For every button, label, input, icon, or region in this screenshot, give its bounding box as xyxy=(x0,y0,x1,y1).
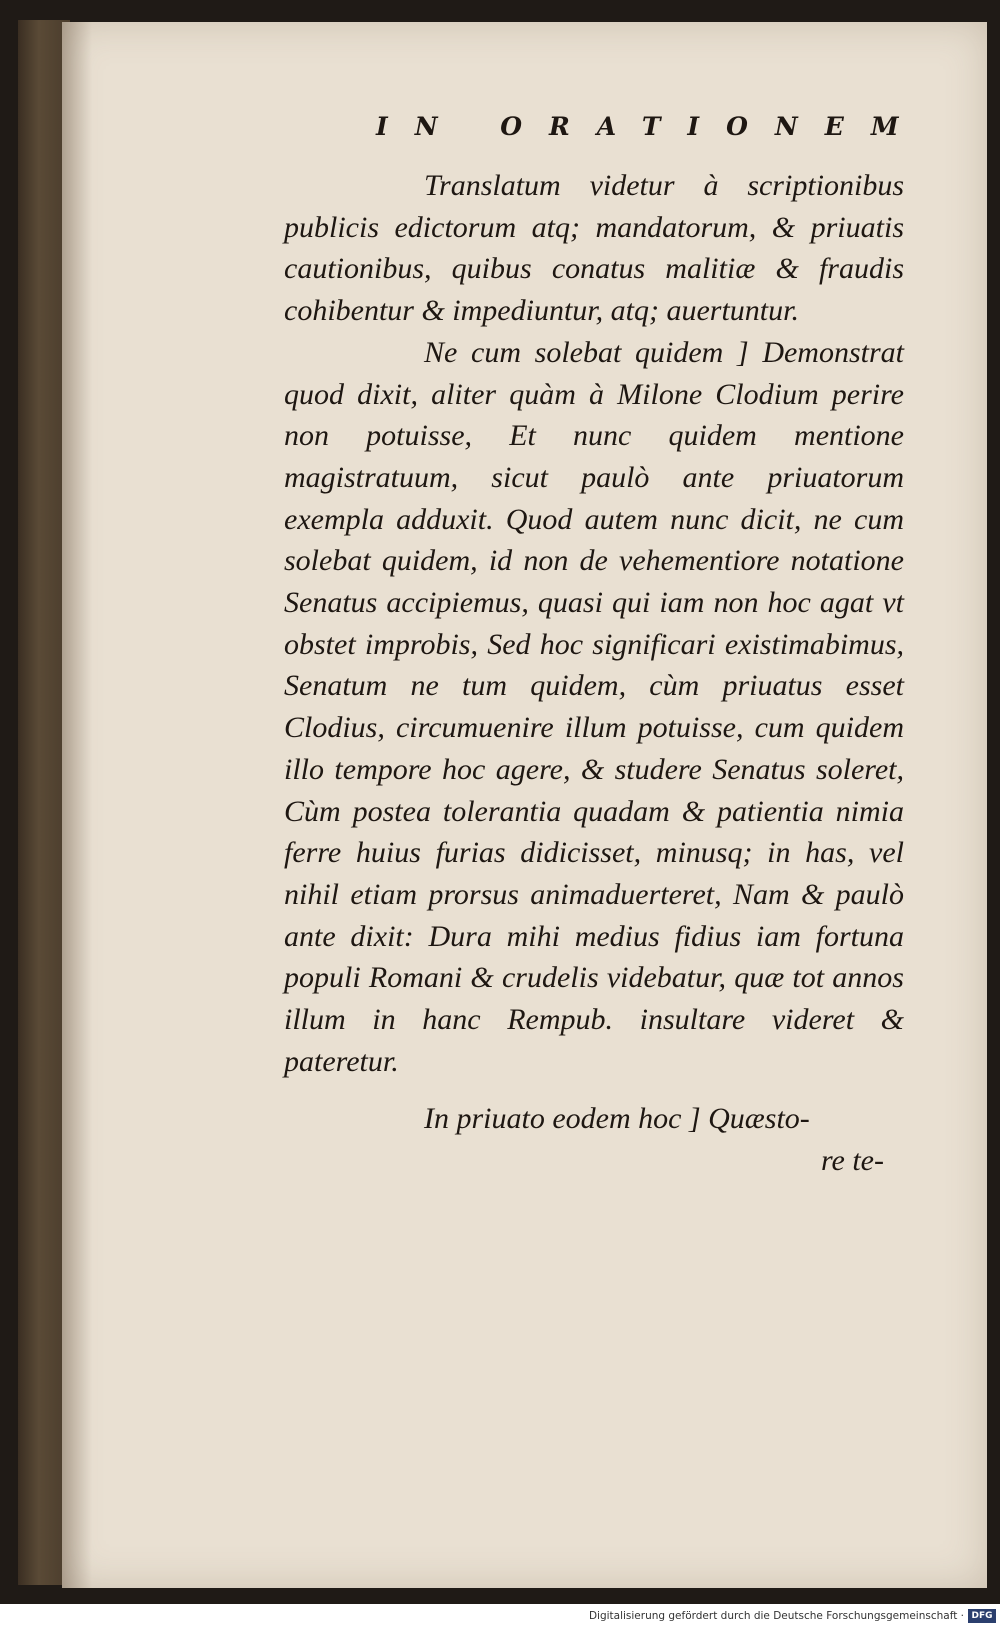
paragraph-3: In priuato eodem hoc ] Quæsto- xyxy=(424,1102,810,1136)
dfg-logo: DFG xyxy=(968,1609,996,1623)
paragraph-2: Ne cum solebat quidem ] Demonstrat quod dixit, aliter quàm à Milone Clodium perire non potuisse, Et nunc quidem mentione magistratuum, sicut paulò ante priuatorum exempla adduxit. Quod autem nunc dicit, ne cum solebat quidem, id non de vehementiore notatione Senatus accipiemus, quasi qui iam non hoc agat vt obstet improbis, Sed hoc significari existimabimus, Senatum ne tum quidem, cùm priuatus esset Clodius, circumuenire illum potuisse, cum quidem illo tempore hoc agere, & studere Senatus soleret, Cùm postea tolerantia quadam & patientia nimia ferre huius furias didicisset, minusq; in has, vel nihil etiam prorsus animaduerteret, Nam & paulò ante dixit: Dura mihi medius fidius iam fortuna populi Romani & crudelis videbatur, quæ tot annos illum in hanc Rempub. insultare videret & pateretur. xyxy=(284,335,904,1078)
catchword: re te- xyxy=(820,1144,884,1178)
page-text xyxy=(284,165,904,1182)
gutter-shadow xyxy=(62,22,92,1588)
funding-credit: Digitalisierung gefördert durch die Deutsche Forschungsgemeinschaft · xyxy=(588,1610,964,1622)
running-head: IN ORATIONEM xyxy=(376,112,926,141)
paragraph-1: Translatum videtur à scriptionibus publicis edictorum atq; mandatorum, & priuatis cautionibus, quibus conatus malitiæ & fraudis cohibentur & impediuntur, atq; auertuntur. xyxy=(284,169,904,328)
footer-bar xyxy=(0,1604,1000,1629)
